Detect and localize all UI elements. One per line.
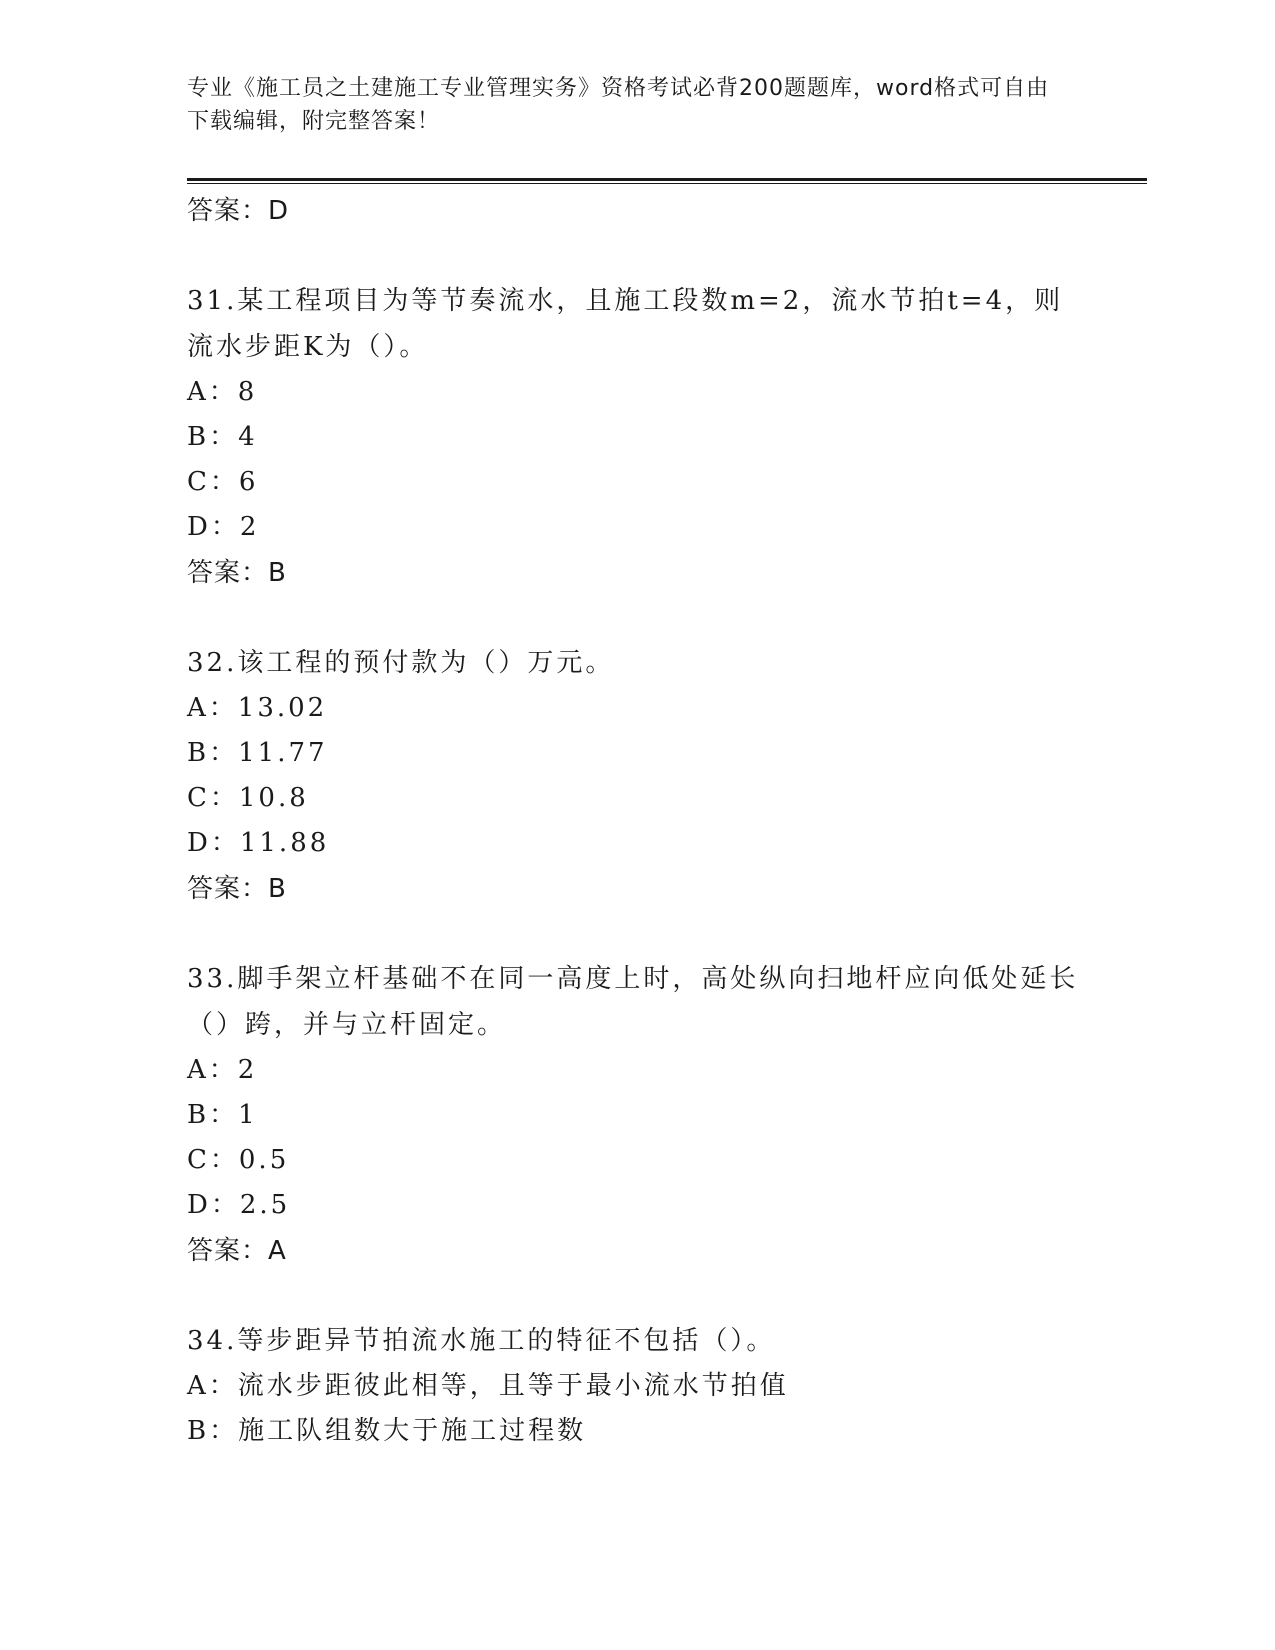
option-b: B：11.77: [187, 738, 328, 768]
option-c: C：0.5: [187, 1145, 290, 1175]
option-b: B：施工队组数大于施工过程数: [187, 1416, 587, 1446]
previous-answer: 答案：D: [187, 196, 290, 226]
option-b: B：4: [187, 422, 258, 452]
option-d: D：11.88: [187, 828, 330, 858]
question-list: [187, 188, 1087, 1454]
answer: 答案：B: [187, 874, 287, 904]
option-a: A：13.02: [187, 693, 328, 723]
question-34: [187, 1318, 1087, 1454]
answer: 答案：A: [187, 1236, 287, 1266]
header-divider: [187, 178, 1147, 181]
option-a: A：8: [187, 377, 258, 407]
option-d: D：2.5: [187, 1190, 291, 1220]
option-c: C：6: [187, 467, 259, 497]
question-text: 34.等步距异节拍流水施工的特征不包括（）。: [187, 1326, 776, 1356]
option-a: A：流水步距彼此相等，且等于最小流水节拍值: [187, 1371, 789, 1401]
option-d: D：2: [187, 512, 260, 542]
option-a: A：2: [187, 1055, 258, 1085]
option-b: B：1: [187, 1100, 258, 1130]
page-header: [187, 72, 1067, 138]
header-divider-thin: [187, 183, 1147, 184]
question-31: [187, 278, 1087, 596]
question-33: [187, 956, 1087, 1274]
question-text: 33.脚手架立杆基础不在同一高度上时，高处纵向扫地杆应向低处延长（）跨，并与立杆固定。: [187, 964, 1079, 1040]
question-text: 32.该工程的预付款为（）万元。: [187, 648, 615, 678]
answer: 答案：B: [187, 558, 287, 588]
question-text: 31.某工程项目为等节奏流水，且施工段数m=2，流水节拍t=4，则流水步距K为（）。: [187, 286, 1064, 362]
question-32: [187, 640, 1087, 912]
header-title: 专业《施工员之土建施工专业管理实务》资格考试必背200题题库，word格式可自由下载编辑，附完整答案！: [187, 76, 1050, 134]
option-c: C：10.8: [187, 783, 309, 813]
